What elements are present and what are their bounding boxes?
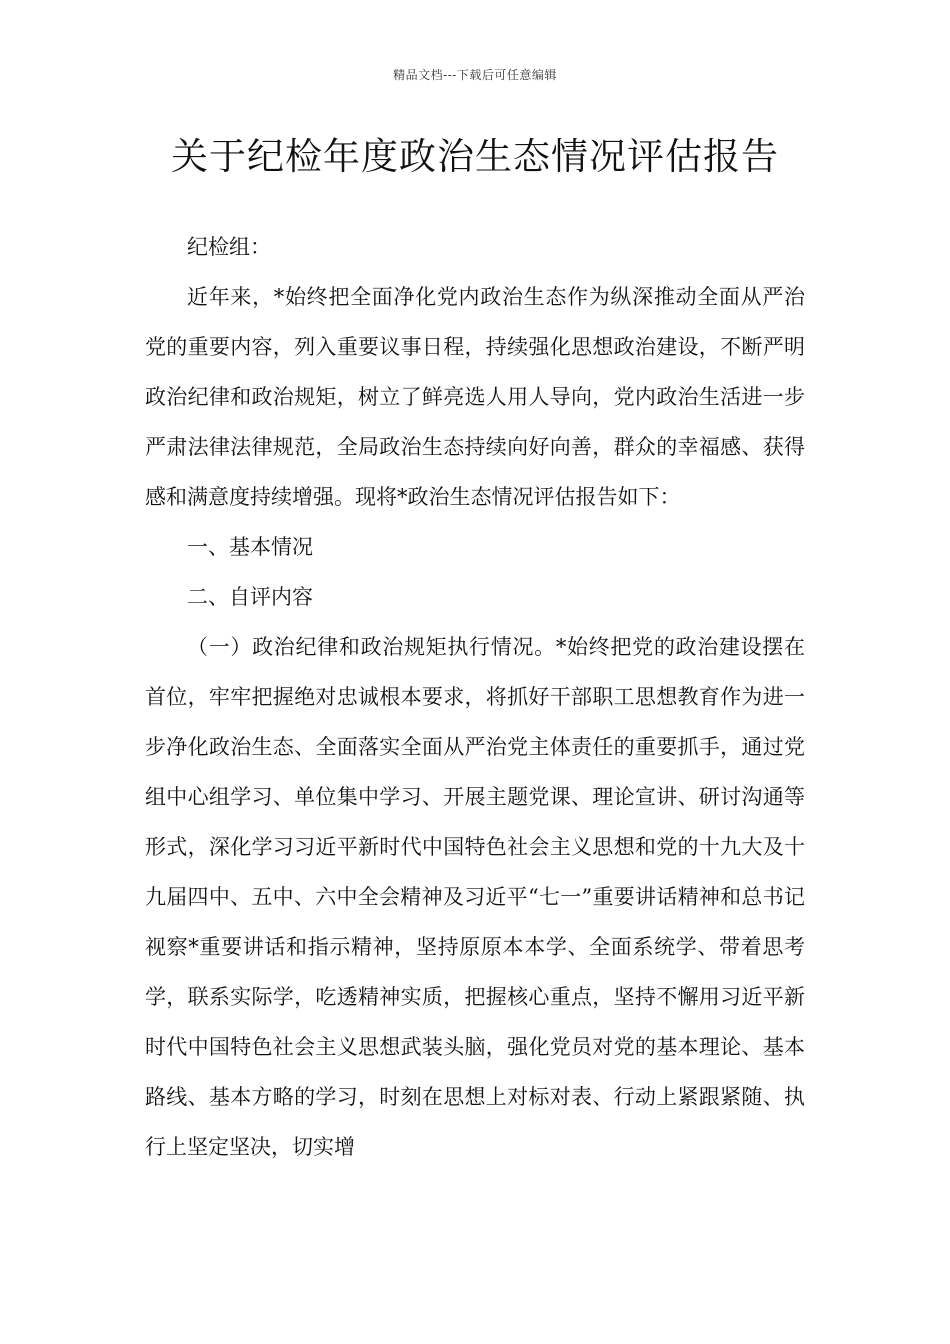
- intro-paragraph: 近年来，*始终把全面净化党内政治生态作为纵深推动全面从严治党的重要内容，列入重要议事日程，持续强化思想政治建设，不断严明政治纪律和政治规矩，树立了鲜亮选人用人导向，党内政治生活进一步严肃法律法律规范，全局政治生态持续向好向善，群众的幸福感、获得感和满意度持续增强。现将*政治生态情况评估报告如下：: [145, 285, 805, 509]
- section-heading-basic: 一、基本情况: [187, 535, 313, 559]
- subsection-paragraph: （一）政治纪律和政治规矩执行情况。*始终把党的政治建设摆在首位，牢牢把握绝对忠诚根本要求，将抓好干部职工思想教育作为进一步净化政治生态、全面落实全面从严治党主体责任的重要抓手，通过党组中心组学习、单位集中学习、开展主题党课、理论宣讲、研讨沟通等形式，深化学习习近平新时代中国特色社会主义思想和党的十九大及十九届四中、五中、六中全会精神及习近平“七一”重要讲话精神和总书记视察*重要讲话和指示精神，坚持原原本本学、全面系统学、带着思考学，联系实际学，吃透精神实质，把握核心重点，坚持不懈用习近平新时代中国特色社会主义思想武装头脑，强化党员对党的基本理论、基本路线、基本方略的学习，时刻在思想上对标对表、行动上紧跟紧随、执行上坚定坚决，切实增: [145, 635, 805, 1159]
- salutation-paragraph: 纪检组：: [187, 235, 271, 259]
- document-body: [145, 222, 805, 1172]
- document-title: 关于纪检年度政治生态情况评估报告: [171, 135, 779, 178]
- section-heading-self-eval: 二、自评内容: [187, 585, 313, 609]
- header-note: 精品文档---下载后可任意编辑: [393, 68, 557, 82]
